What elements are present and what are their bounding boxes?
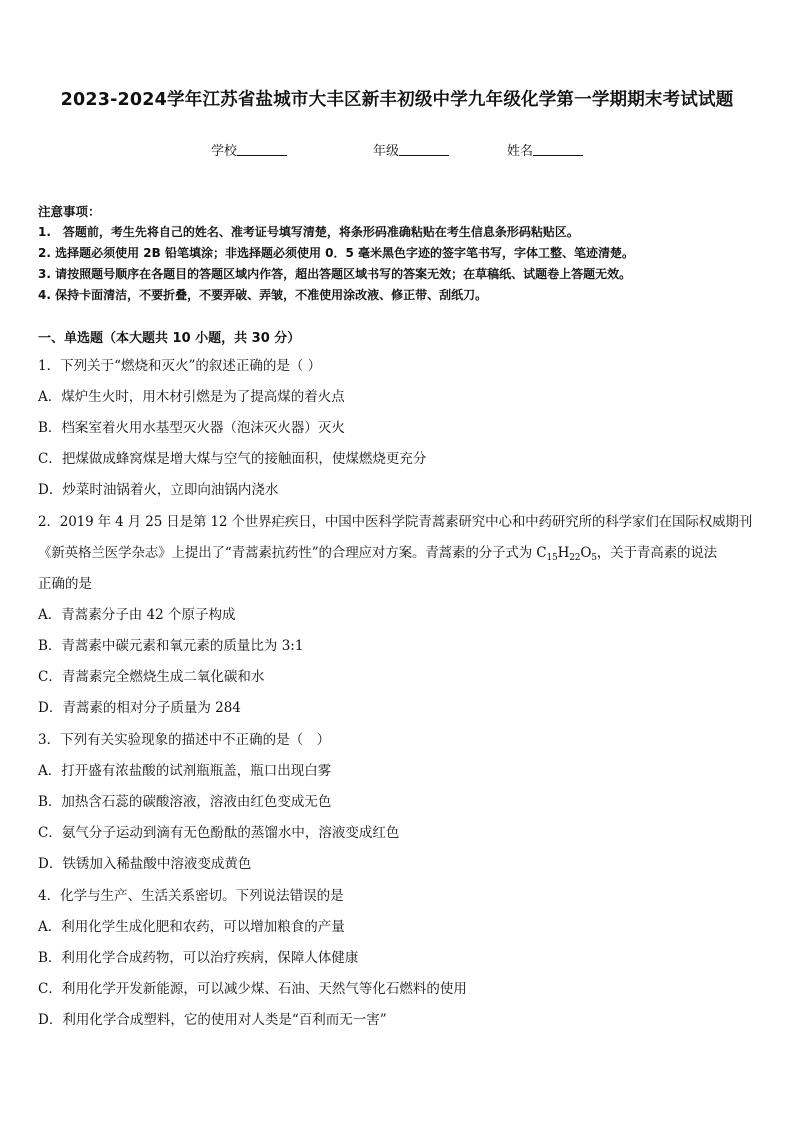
- school-blank[interactable]: [237, 143, 287, 156]
- option-d: D．利用化学合成塑料，它的使用对人类是“百利而无一害”: [38, 1012, 387, 1028]
- grade-label: 年级: [373, 144, 400, 159]
- grade-field: [373, 140, 449, 159]
- notice-item: 3. 请按照题号顺序在各题目的答题区域内作答，超出答题区域书写的答案无效；在草稿纸、试题卷上答题无效。: [38, 267, 632, 281]
- option-a: A．青蒿素分子由 42 个原子构成: [38, 607, 236, 623]
- formula-subscript: 22: [569, 553, 581, 563]
- question-stem: 1．下列关于“燃烧和灭火”的叙述正确的是（ ）: [38, 358, 322, 374]
- option-a: A．煤炉生火时，用木材引燃是为了提高煤的着火点: [38, 389, 345, 405]
- notice-item: 2. 选择题必须使用 2B 铅笔填涂；非选择题必须使用 0．5 毫米黑色字迹的签字笔书写，字体工整、笔迹清楚。: [38, 246, 634, 260]
- question-stem: 4．化学与生产、生活关系密切。下列说法错误的是: [38, 888, 344, 904]
- school-label: 学校: [211, 144, 238, 159]
- question-stem: 3．下列有关实验现象的描述中不正确的是（ ）: [38, 732, 331, 748]
- option-c: C．青蒿素完全燃烧生成二氧化碳和水: [38, 669, 265, 685]
- section-heading: 一、单选题（本大题共 10 小题，共 30 分）: [38, 331, 301, 346]
- name-label: 姓名: [507, 144, 534, 159]
- option-b: B．档案室着火用水基型灭火器（泡沫灭火器）灭火: [38, 420, 345, 436]
- formula-element: H: [557, 545, 570, 561]
- option-a: A．打开盛有浓盐酸的试剂瓶瓶盖，瓶口出现白雾: [38, 763, 332, 779]
- notice-item: 1. 答题前，考生先将自己的姓名、准考证号填写清楚，将条形码准确粘贴在考生信息条形码粘贴区。: [38, 225, 579, 239]
- option-c: C．氨气分子运动到滴有无色酚酞的蒸馏水中，溶液变成红色: [38, 825, 400, 841]
- question-stem: 2．2019 年 4 月 25 日是第 12 个世界疟疾日，中国中医科学院青蒿素研究中心和中药研究所的科学家们在国际权威期刊: [38, 514, 753, 530]
- formula-element: O: [580, 545, 592, 561]
- notice-heading: 注意事项：: [38, 204, 101, 219]
- formula-subscript: 15: [546, 553, 558, 563]
- question-stem: [38, 541, 717, 561]
- option-a: A．利用化学生成化肥和农药，可以增加粮食的产量: [38, 919, 345, 935]
- option-d: D．炒菜时油锅着火，立即向油锅内浇水: [38, 482, 279, 498]
- question-stem: 正确的是: [38, 576, 92, 592]
- exam-title: 2023-2024学年江苏省盐城市大丰区新丰初级中学九年级化学第一学期期末考试试题: [60, 90, 734, 110]
- option-b: B．利用化学合成药物，可以治疗疾病，保障人体健康: [38, 950, 359, 966]
- option-c: C．利用化学开发新能源，可以减少煤、石油、天然气等化石燃料的使用: [38, 981, 467, 997]
- notice-item: 4. 保持卡面清洁，不要折叠，不要弄破、弄皱，不准使用涂改液、修正带、刮纸刀。: [38, 288, 488, 302]
- name-blank[interactable]: [533, 143, 583, 156]
- stem-text: 《新英格兰医学杂志》上提出了“青蒿素抗药性”的合理应对方案。青蒿素的分子式为 C: [38, 545, 547, 561]
- option-b: B．加热含石蕊的碳酸溶液，溶液由红色变成无色: [38, 794, 332, 810]
- stem-text: ，关于青高素的说法: [596, 545, 718, 561]
- name-field: [507, 140, 583, 159]
- option-c: C．把煤做成蜂窝煤是增大煤与空气的接触面积，使煤燃烧更充分: [38, 451, 427, 467]
- school-field: [211, 140, 287, 159]
- option-b: B．青蒿素中碳元素和氧元素的质量比为 3:1: [38, 638, 304, 654]
- formula-subscript: 5: [591, 553, 597, 563]
- grade-blank[interactable]: [399, 143, 449, 156]
- option-d: D．青蒿素的相对分子质量为 284: [38, 700, 241, 716]
- option-d: D．铁锈加入稀盐酸中溶液变成黄色: [38, 856, 252, 872]
